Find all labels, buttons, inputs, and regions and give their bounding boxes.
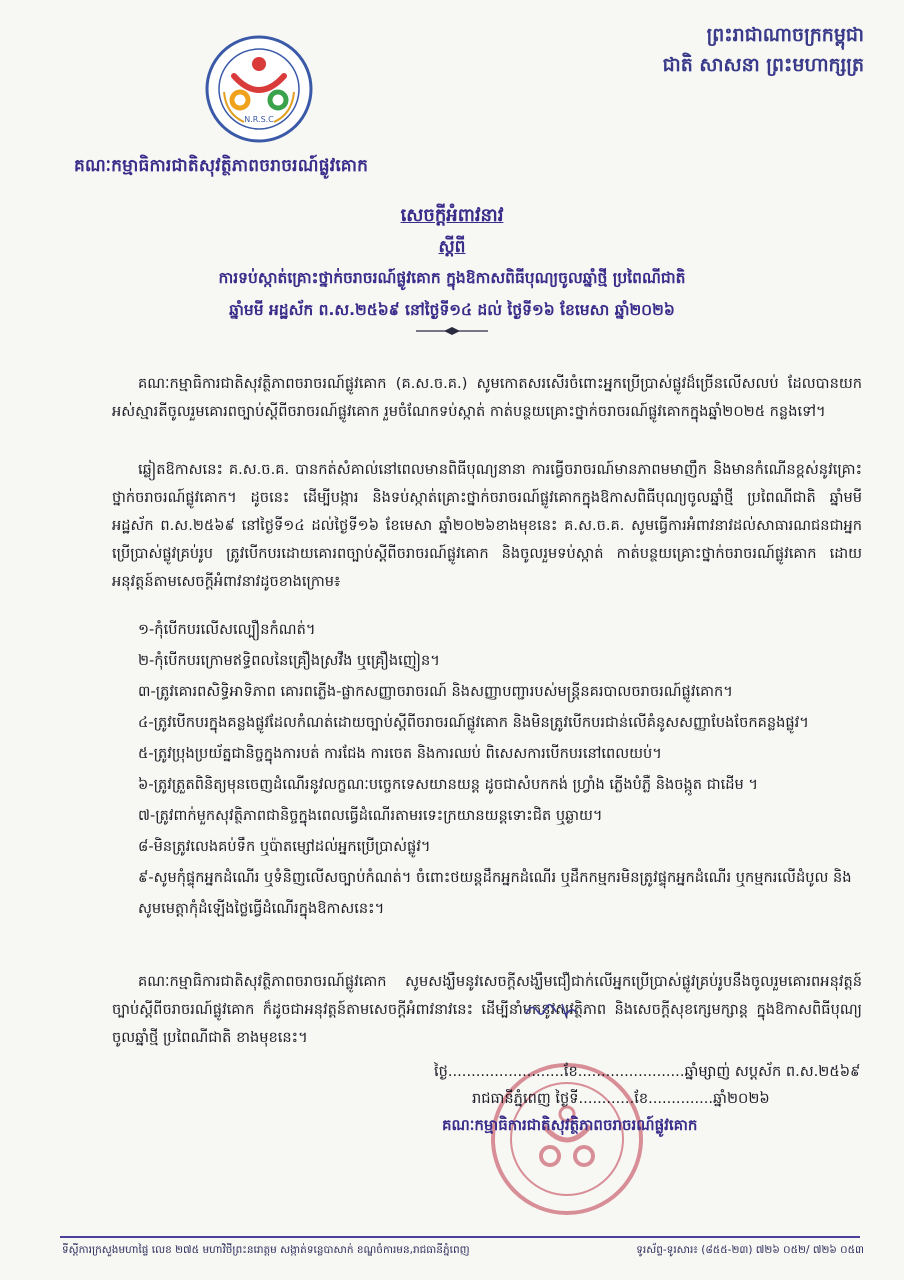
commission-name: គណៈកម្មាធិការជាតិសុវត្ថិភាពចរាចរណ៍ផ្លូវគោក bbox=[74, 156, 369, 176]
document-title bbox=[0, 200, 904, 326]
signer-name: គណៈកម្មាធិការជាតិសុវត្ថិភាពចរាចរណ៍ផ្លូវគោក bbox=[442, 1116, 698, 1134]
kingdom-header bbox=[663, 20, 864, 80]
list-item: ៤-ត្រូវបើកបរក្នុងគន្លងផ្លូវដែលកំណត់ដោយច្បាប់ស្តីពីចរាចរណ៍ផ្លូវគោក និងមិនត្រូវបើកបរជាន់លើគំនូសសញ្ញាបែងចែកគន្លងផ្លូវ។ bbox=[138, 714, 809, 731]
footer-address: ទីស្តីការក្រសួងមហាផ្ទៃ លេខ ២៧៥ មហាវិថីព្រះនរោត្តម សង្កាត់ទន្លេបាសាក់ ខណ្ឌចំការមន,រាជធានីភ្នំពេញ bbox=[62, 1244, 470, 1256]
list-item: ២-កុំបើកបរក្រោមឥទ្ធិពលនៃគ្រឿងស្រវឹង ឬគ្រឿងញៀន។ bbox=[138, 652, 440, 669]
paragraph-intro: គណៈកម្មាធិការជាតិសុវត្ថិភាពចរាចរណ៍ផ្លូវគោក (គ.ស.ច.គ.) សូមកោតសរសើរចំពោះអ្នកប្រើប្រាស់ផ្លូវដ៏ច្រើនលើសលប់ ដែលបានយកអស់ស្មារតីចូលរួមគោរពច្បាប់ស្តីពីចរាចរណ៍ផ្លូវគោក រួមចំណែកទប់ស្កាត់ កាត់បន្ថយគ្រោះថ្នាក់ចរាចរណ៍ផ្លូវគោកក្នុងឆ្នាំ២០២៥ កន្លងទៅ។ bbox=[112, 375, 862, 420]
handwritten-initials bbox=[522, 998, 582, 1020]
date-lunar: ថ្ងៃ.........................ខែ.......................ឆ្នាំម្សាញ់ សប្តស័ក ព.ស.២៥៦៩ bbox=[434, 1063, 861, 1080]
kingdom-line2: ជាតិ សាសនា ព្រះមហាក្សត្រ bbox=[662, 54, 864, 76]
list-item: ៥-ត្រូវប្រុងប្រយ័ត្នជានិច្ចក្នុងការបត់ ការជែង ការចេត និងការឈប់ ពិសេសការបើកបរនៅពេលយប់។ bbox=[138, 745, 662, 762]
footer-phone: ទូរស័ព្ទ-ទូរសារ៖ (៨៥៥-២៣) ៧២៦ ០៥២/ ៧២៦ ០៥៣ bbox=[636, 1244, 864, 1256]
title-line4: ឆ្នាំមមី អដ្ឋស័ក ព.ស.២៥៦៩ នៅថ្ងៃទី១៤ ដល់ ថ្ងៃទី១៦ ខែមេសា ឆ្នាំ២០២៦ bbox=[229, 301, 675, 319]
list-item: ៣-ត្រូវគោរពសិទ្ធិអាទិភាព គោរពភ្លើង-ផ្លាកសញ្ញាចរាចរណ៍ និងសញ្ញាបញ្ជារបស់មន្ត្រីនគរបាលចរាចរណ៍ផ្លូវគោក។ bbox=[138, 683, 733, 700]
signature-block bbox=[430, 1058, 870, 1139]
title-line2: ស្តីពី bbox=[438, 237, 466, 257]
paragraph-closing: គណៈកម្មាធិការជាតិសុវត្ថិភាពចរាចរណ៍ផ្លូវគោក សូមសង្ឃឹមនូវសេចក្តីសង្ឃឹមជឿជាក់លើអ្នកប្រើប្រាស់ផ្លូវគ្រប់រូបនឹងចូលរួមគោរពអនុវត្តន៍ច្បាប់ស្តីពីចរាចរណ៍ផ្លូវគោក ក៏ដូចជាអនុវត្តន៍តាមសេចក្តីអំពាវនាវនេះ ដើម្បីនាំមកនូវសុវត្ថិភាព និងសេចក្តីសុខក្សេមក្សាន្ត ក្នុងឱកាសពិធីបុណ្យចូលឆ្នាំថ្មី ប្រពៃណីជាតិ ខាងមុខនេះ។ bbox=[112, 973, 862, 1046]
kingdom-line1: ព្រះរាជាណាចក្រកម្ពុជា bbox=[706, 24, 864, 46]
title-line1: សេចក្តីអំពាវនាវ bbox=[400, 205, 504, 226]
paragraph-appeal: ឆ្លៀតឱកាសនេះ គ.ស.ច.គ. បានកត់សំគាល់នៅពេលមានពិធីបុណ្យនានា ការធ្វើចរាចរណ៍មានភាពមមាញឹក និងមានកំណើនខ្ពស់នូវគ្រោះថ្នាក់ចរាចរណ៍ផ្លូវគោក។ ដូចនេះ ដើម្បីបង្ការ និងទប់ស្កាត់គ្រោះថ្នាក់ចរាចរណ៍ផ្លូវគោកក្នុងឱកាសពិធីបុណ្យចូលឆ្នាំថ្មី ប្រពៃណីជាតិ ឆ្នាំមមី អដ្ឋស័ក ព.ស.២៥៦៩ នៅថ្ងៃទី១៤ ដល់ថ្ងៃទី១៦ ខែមេសា ឆ្នាំ២០២៦ខាងមុខនេះ គ.ស.ច.គ. សូមធ្វើការអំពាវនាវដល់សាធារណជនជាអ្នកប្រើប្រាស់ផ្លូវគ្រប់រូប ត្រូវបើកបរដោយគោរពច្បាប់ស្តីពីចរាចរណ៍ផ្លូវគោក និងចូលរួមទប់ស្កាត់ កាត់បន្ថយគ្រោះថ្នាក់ចរាចរណ៍ផ្លូវគោក ដោយអនុវត្តន៍តាមសេចក្តីអំពាវនាវដូចខាងក្រោម៖ bbox=[112, 461, 862, 590]
title-divider bbox=[414, 326, 490, 336]
commission-logo bbox=[204, 34, 314, 144]
list-item: ៨-មិនត្រូវលេងគប់ទឹក ឬប៉ាតម្សៅដល់អ្នកប្រើប្រាស់ផ្លូវ។ bbox=[138, 838, 431, 855]
list-item: ៩-សូមកុំផ្ទុកអ្នកដំណើរ ឬទំនិញលើសច្បាប់កំណត់។ ចំពោះថយន្តដឹកអ្នកដំណើរ ឬដឹកកម្មករមិនត្រូវផ្ទុកអ្នកដំណើរ ឬកម្មករលើដំបូល និងសូមមេត្តាកុំដំឡើងថ្លៃធ្វើដំណើរក្នុងឱកាសនេះ។ bbox=[138, 869, 852, 917]
footer-divider bbox=[60, 1236, 860, 1238]
logo-text: N.R.S.C bbox=[244, 115, 274, 124]
appeal-list bbox=[138, 614, 864, 924]
title-line3: ការទប់ស្កាត់គ្រោះថ្នាក់ចរាចរណ៍ផ្លូវគោក ក្នុងឱកាសពិធីបុណ្យចូលឆ្នាំថ្មី ប្រពៃណីជាតិ bbox=[218, 269, 686, 287]
list-item: ៦-ត្រូវត្រួតពិនិត្យមុនចេញដំណើរនូវលក្ខណៈបច្ចេកទេសយានយន្ត ដូចជាសំបកកង់ ហ្វ្រាំង ភ្លើងបំភ្លឺ និងចង្កូត ជាដើម ។ bbox=[138, 776, 759, 793]
date-solar: រាជធានីភ្នំពេញ ថ្ងៃទី............ខែ..............ឆ្នាំ២០២៦ bbox=[472, 1090, 770, 1107]
list-item: ១-កុំបើកបរលើសល្បឿនកំណត់។ bbox=[138, 621, 316, 638]
list-item: ៧-ត្រូវពាក់មួកសុវត្ថិភាពជានិច្ចក្នុងពេលធ្វើដំណើរតាមរទេះក្រយានយន្តទោះជិត ឬឆ្ងាយ។ bbox=[138, 807, 603, 824]
